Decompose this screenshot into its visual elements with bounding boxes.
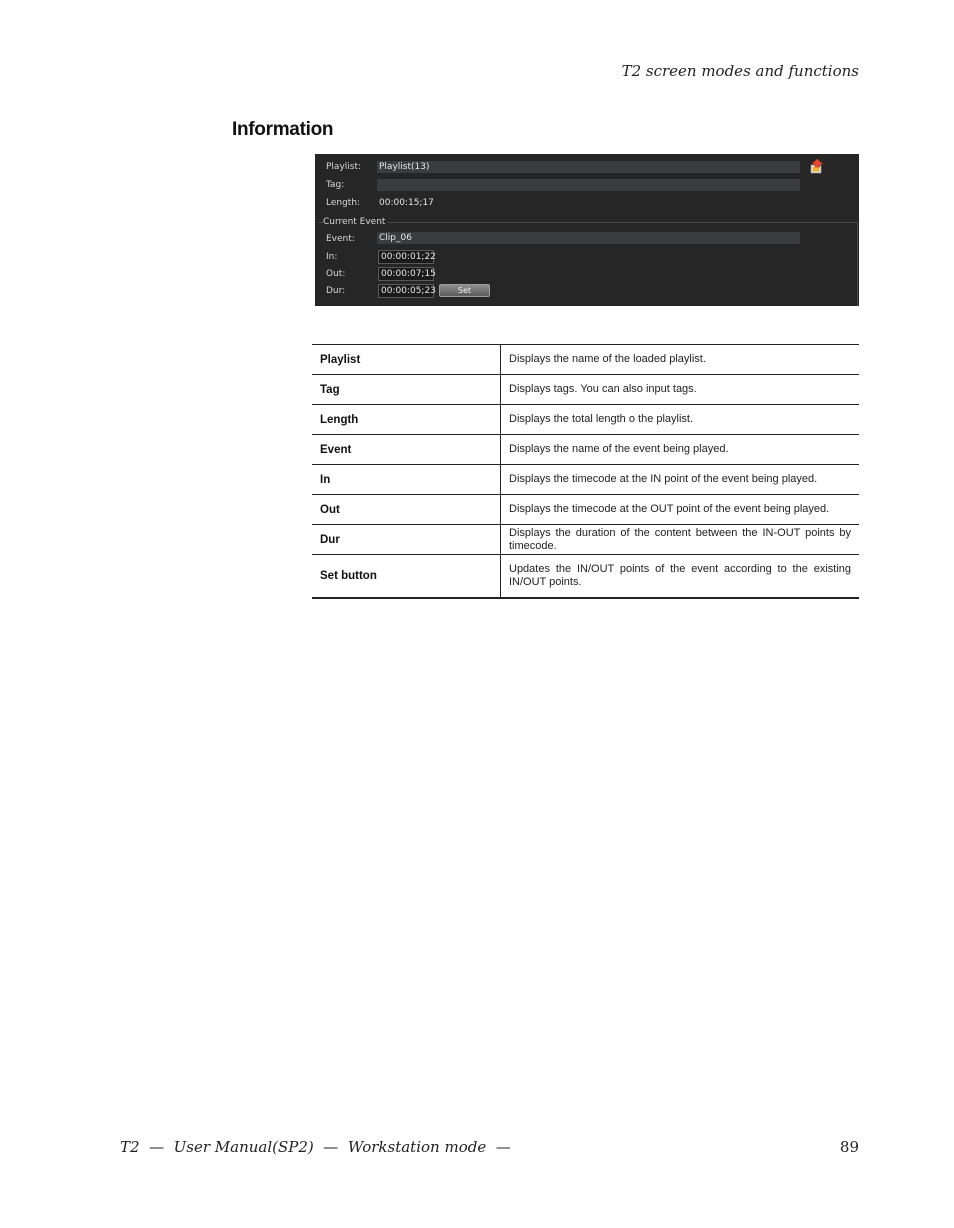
term-cell: Playlist	[312, 345, 501, 375]
playlist-field: Playlist(13)	[377, 161, 800, 173]
definition-cell: Displays the total length o the playlist.	[509, 413, 694, 425]
group-divider	[319, 222, 857, 223]
table-row	[312, 555, 859, 599]
table-row	[312, 495, 859, 525]
current-event-group-title: Current Event	[323, 217, 386, 227]
group-border	[857, 222, 858, 306]
export-icon[interactable]	[809, 158, 825, 174]
term-cell: Tag	[312, 375, 501, 405]
event-field: Clip_06	[377, 232, 800, 244]
page-number: 89	[839, 1138, 859, 1156]
footer-title: T2 — User Manual(SP2) — Workstation mode —	[120, 1138, 511, 1156]
table-row	[312, 405, 859, 435]
length-value: 00:00:15;17	[379, 198, 434, 208]
definition-cell: Displays the timecode at the OUT point of the event being played.	[509, 503, 830, 515]
out-timecode-field[interactable]: 00:00:07;15	[378, 267, 434, 281]
term-cell: Dur	[312, 525, 501, 555]
table-row	[312, 465, 859, 495]
term-cell: Event	[312, 435, 501, 465]
length-label: Length:	[326, 198, 361, 208]
description-table	[312, 344, 859, 599]
out-label: Out:	[326, 269, 346, 279]
dur-label: Dur:	[326, 286, 346, 296]
definition-cell: Displays tags. You can also input tags.	[509, 383, 697, 395]
playlist-label: Playlist:	[326, 162, 362, 172]
tag-field[interactable]	[377, 179, 800, 191]
definition-cell: Displays the name of the loaded playlist.	[509, 353, 706, 365]
definition-cell: Displays the timecode at the IN point of the event being played.	[509, 473, 818, 485]
definition-cell: Updates the IN/OUT points of the event according to the existing IN/OUT points.	[509, 563, 851, 588]
dur-timecode-field[interactable]: 00:00:05;23	[378, 284, 434, 298]
table-row	[312, 345, 859, 375]
term-cell: Out	[312, 495, 501, 525]
event-label: Event:	[326, 234, 355, 244]
table-row	[312, 435, 859, 465]
table-row	[312, 525, 859, 555]
tag-label: Tag:	[326, 180, 345, 190]
term-cell: Length	[312, 405, 501, 435]
definition-cell: Displays the name of the event being played.	[509, 443, 729, 455]
term-cell: Set button	[312, 555, 501, 599]
in-timecode-field[interactable]: 00:00:01;22	[378, 250, 434, 264]
in-label: In:	[326, 252, 338, 262]
table-row	[312, 375, 859, 405]
information-panel-screenshot	[315, 154, 859, 306]
running-head: T2 screen modes and functions	[621, 62, 859, 80]
section-title: Information	[232, 119, 334, 140]
definition-cell: Displays the duration of the content between the IN-OUT points by timecode.	[509, 526, 851, 552]
term-cell: In	[312, 465, 501, 495]
set-button[interactable]: Set	[439, 284, 490, 297]
